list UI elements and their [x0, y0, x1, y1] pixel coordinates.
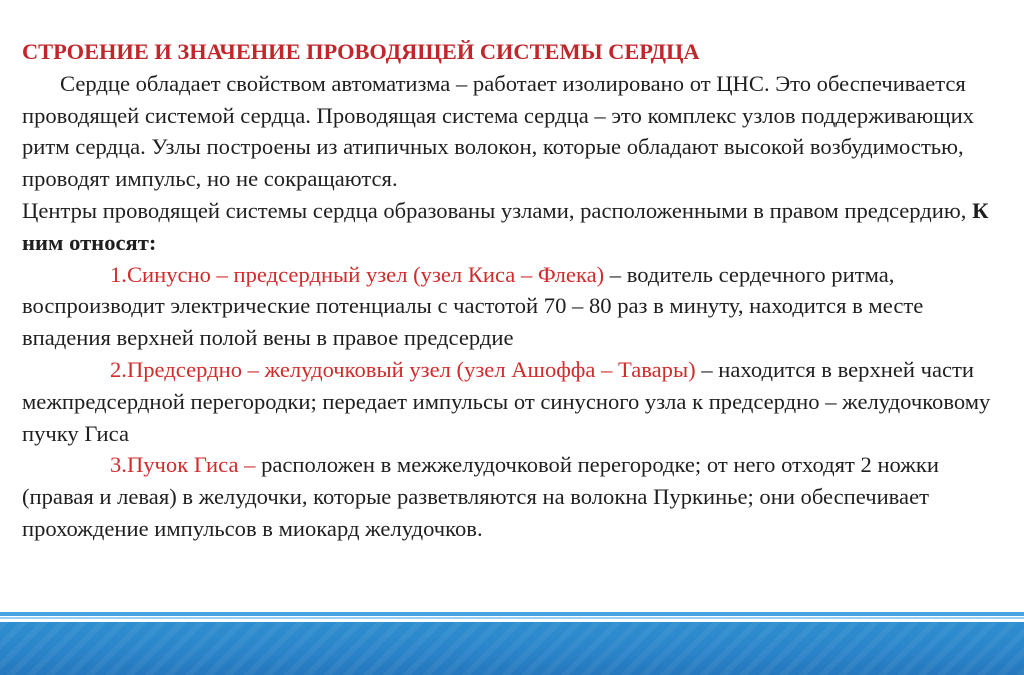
footer-divider	[0, 612, 1024, 616]
item-heading: 3.Пучок Гиса –	[110, 452, 256, 478]
centers-paragraph	[22, 195, 1007, 259]
slide-title: СТРОЕНИЕ И ЗНАЧЕНИЕ ПРОВОДЯЩЕЙ СИСТЕМЫ СЕРДЦА	[22, 39, 700, 64]
intro-paragraph: Сердце обладает свойством автоматизма – работает изолировано от ЦНС. Это обеспечивается проводящей системой сердца. Проводящая система сердца – это комплекс узлов поддерживающих ритм сердца. Узлы построены из атипичных волокон, которые обладают высокой возбудимостью, проводят импульс, но не сокращаются.	[22, 70, 974, 192]
item-heading: 2.Предсердно – желудочковый узел (узел Ашоффа – Тавары)	[110, 356, 696, 382]
item-text: – водитель сердечного ритма, воспроизводит электрические потенциалы с частотой 70 – 80 раз в минуту, находится в месте впадения верхней полой вены в правое предсердие	[22, 261, 924, 351]
item-text: расположен в межжелудочковой перегородке; от него отходят 2 ножки (правая и левая) в желудочки, которые разветвляются на волокна Пуркинье; они обеспечивает прохождение импульсов в миокард желудочков.	[22, 452, 939, 541]
centers-text: Центры проводящей системы сердца образованы узлами, расположенными в правом предсердию,	[22, 197, 973, 223]
item-heading: 1.Синусно – предсердный узел (узел Киса – Флека)	[110, 261, 605, 287]
footer-pattern	[0, 622, 1024, 675]
slide-content	[22, 36, 1007, 545]
centers-bold: К ним относят:	[22, 197, 989, 255]
list-item-his-bundle	[22, 449, 1007, 544]
list-item-sinoatrial	[22, 259, 1007, 354]
item-text: – находится в верхней части межпредсердной перегородки; передает импульсы от синусного узла к предсердно – желудочковому пучку Гиса	[22, 356, 991, 446]
list-item-atrioventricular	[22, 354, 1007, 449]
footer-divider-light	[0, 617, 1024, 619]
